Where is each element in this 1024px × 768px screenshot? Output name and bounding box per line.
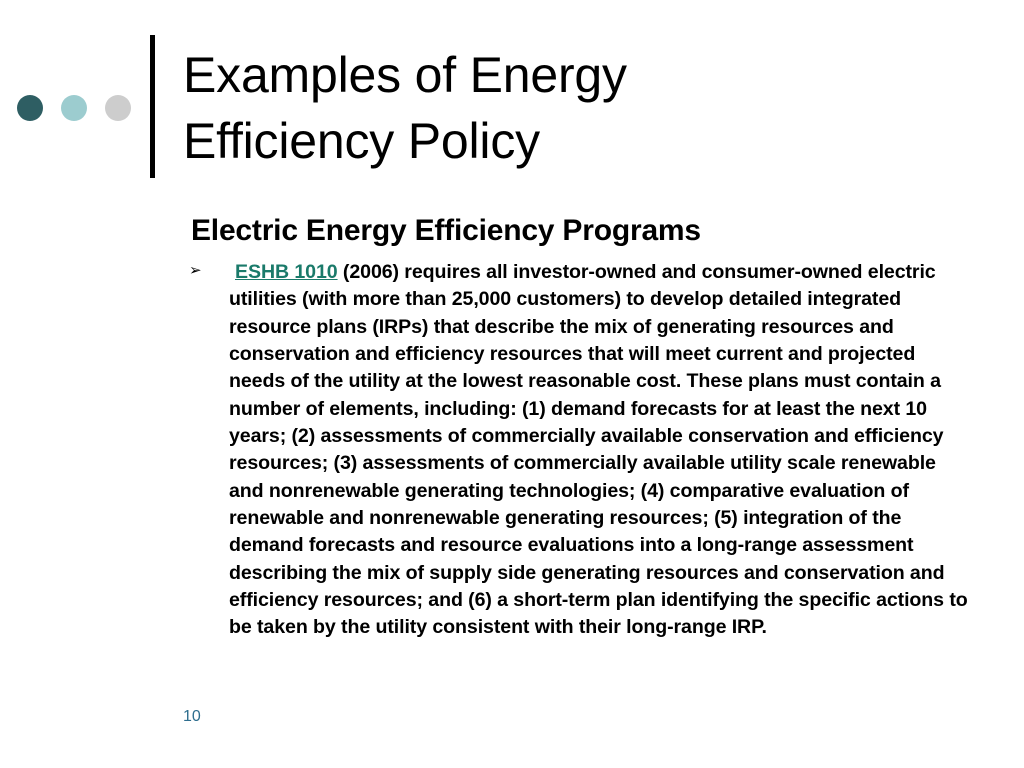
page-number: 10 xyxy=(183,708,201,725)
gray-dot xyxy=(105,95,131,121)
title-line-1: Examples of Energy xyxy=(183,47,627,103)
dark-teal-dot xyxy=(17,95,43,121)
bullet-text: (2006) requires all investor-owned and consumer-owned electric utilities (with more than 25,000 customers) to develop detailed integrated resource plans (IRPs) that describe the mix of generating resources and conservation and efficiency resources that will meet current and projected needs of the utility at the lowest reasonable cost. These plans must contain a number of elements, including: (1) demand forecasts for at least the next 10 years; (2) assessments of commercially available conservation and efficiency resources; (3) assessments of commercially available utility scale renewable and nonrenewable generating technologies; (4) comparative evaluation of renewable and nonrenewable generating resources; (5) integration of the demand forecasts and resource evaluations into a long-range assessment describing the mix of supply side generating resources and conservation and efficiency resources; and (6) a short-term plan identifying the specific actions to be taken by the utility consistent with their long-range IRP. xyxy=(229,261,968,639)
title-line-2: Efficiency Policy xyxy=(183,113,540,169)
title-divider xyxy=(150,35,155,178)
section-heading: Electric Energy Efficiency Programs xyxy=(191,214,701,247)
slide-title xyxy=(183,42,627,174)
light-teal-dot xyxy=(61,95,87,121)
eshb-1010-link[interactable]: ESHB 1010 xyxy=(235,261,338,283)
bullet-paragraph xyxy=(229,259,971,642)
arrowhead-bullet-icon: ➢ xyxy=(189,261,202,279)
